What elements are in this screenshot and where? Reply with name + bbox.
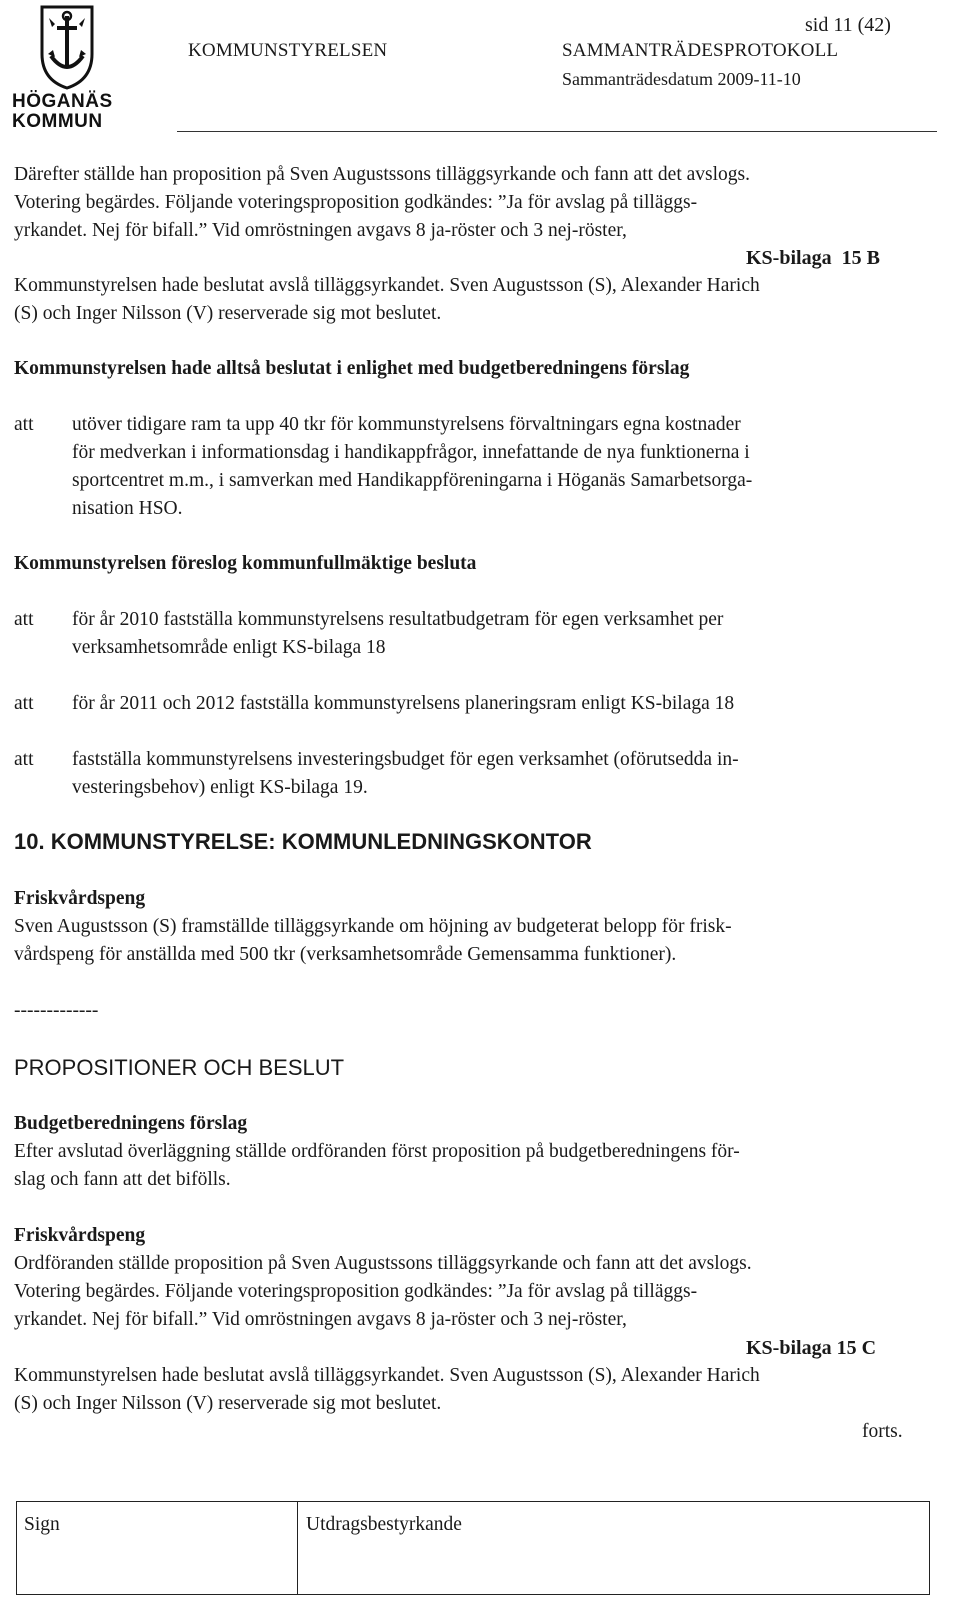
separator: ------------- bbox=[14, 1000, 99, 1021]
footer-divider bbox=[297, 1502, 298, 1594]
text-line: nisation HSO. bbox=[72, 498, 183, 519]
text-line: slag och fann att det bifölls. bbox=[14, 1169, 231, 1190]
text-line: utöver tidigare ram ta upp 40 tkr för kommunstyrelsens förvaltningars egna kostnader bbox=[72, 414, 741, 435]
text-line: fastställa kommunstyrelsens investeringsbudget för egen verksamhet (oförutsedda in- bbox=[72, 749, 739, 770]
propositions-title: PROPOSITIONER OCH BESLUT bbox=[14, 1055, 345, 1080]
committee-name: KOMMUNSTYRELSEN bbox=[188, 40, 388, 61]
header-rule bbox=[177, 131, 937, 132]
text-line: Därefter ställde han proposition på Sven Augustssons tilläggsyrkande och fann att det avslogs. bbox=[14, 164, 750, 185]
text-line: (S) och Inger Nilsson (V) reserverade sig mot beslutet. bbox=[14, 1393, 442, 1414]
text-line: Sven Augustsson (S) framställde tilläggsyrkande om höjning av budgeterat belopp för frisk- bbox=[14, 916, 732, 937]
text-line: Efter avslutad överläggning ställde ordföranden först proposition på budgetberedningens för- bbox=[14, 1141, 740, 1162]
text-line: Kommunstyrelsen hade beslutat avslå tilläggsyrkandet. Sven Augustsson (S), Alexander Harich bbox=[14, 275, 760, 296]
att-clause bbox=[72, 746, 932, 802]
logo-text-kommun: KOMMUN bbox=[12, 111, 103, 132]
text-line: för år 2010 fastställa kommunstyrelsens resultatbudgetram för egen verksamhet per bbox=[72, 609, 724, 630]
extract-certification-label: Utdragsbestyrkande bbox=[306, 1514, 462, 1535]
decision-heading-2: Kommunstyrelsen föreslog kommunfullmäktige besluta bbox=[14, 553, 477, 574]
att-label: att bbox=[14, 749, 34, 770]
text-line: sportcentret m.m., i samverkan med Handikappföreningarna i Höganäs Samarbetsorga- bbox=[72, 470, 753, 491]
decision-heading-1: Kommunstyrelsen hade alltså beslutat i enlighet med budgetberedningens förslag bbox=[14, 358, 690, 379]
text-line: för år 2011 och 2012 fastställa kommunstyrelsens planeringsram enligt KS-bilaga 18 bbox=[72, 693, 735, 714]
subheading-friskvardspeng-2: Friskvårdspeng bbox=[14, 1225, 146, 1246]
sign-label: Sign bbox=[24, 1514, 60, 1535]
municipality-logo bbox=[12, 4, 122, 130]
logo-text-hoganas: HÖGANÄS bbox=[12, 91, 113, 112]
text-line: Votering begärdes. Följande voteringsproposition godkändes: ”Ja för avslag på tilläggs- bbox=[14, 1281, 698, 1302]
paragraph-budget bbox=[14, 1138, 944, 1194]
paragraph-reservation-2 bbox=[14, 1362, 944, 1418]
text-line: Kommunstyrelsen hade beslutat avslå tilläggsyrkandet. Sven Augustsson (S), Alexander Harich bbox=[14, 1365, 760, 1386]
text-line: Ordföranden ställde proposition på Sven Augustssons tilläggsyrkande och fann att det avslogs. bbox=[14, 1253, 752, 1274]
text-line: Votering begärdes. Följande voteringsproposition godkändes: ”Ja för avslag på tilläggs- bbox=[14, 192, 698, 213]
text-line: yrkandet. Nej för bifall.” Vid omröstningen avgavs 8 ja-röster och 3 nej-röster, bbox=[14, 220, 627, 241]
meeting-date: Sammanträdesdatum 2009-11-10 bbox=[562, 69, 801, 89]
text-line: verksamhetsområde enligt KS-bilaga 18 bbox=[72, 637, 386, 658]
document-type: SAMMANTRÄDESPROTOKOLL bbox=[562, 40, 839, 61]
paragraph-vote-1 bbox=[14, 161, 944, 245]
text-line: yrkandet. Nej för bifall.” Vid omröstningen avgavs 8 ja-röster och 3 nej-röster, bbox=[14, 1309, 627, 1330]
section-title: 10. KOMMUNSTYRELSE: KOMMUNLEDNINGSKONTOR bbox=[14, 829, 592, 854]
att-label: att bbox=[14, 609, 34, 630]
att-clause bbox=[72, 606, 932, 662]
subheading-friskvardspeng: Friskvårdspeng bbox=[14, 888, 146, 909]
page-number: sid 11 (42) bbox=[805, 14, 891, 36]
paragraph-reservation-1 bbox=[14, 272, 944, 328]
subheading-budget: Budgetberedningens förslag bbox=[14, 1113, 248, 1134]
text-line: vesteringsbehov) enligt KS-bilaga 19. bbox=[72, 777, 368, 798]
att-label: att bbox=[14, 693, 34, 714]
paragraph-vote-2 bbox=[14, 1250, 944, 1334]
attachment-ref-15c: KS-bilaga 15 C bbox=[746, 1337, 877, 1359]
text-line: för medverkan i informationsdag i handikappfrågor, innefattande de nya funktionerna i bbox=[72, 442, 750, 463]
continued-note: forts. bbox=[862, 1421, 903, 1442]
text-line: (S) och Inger Nilsson (V) reserverade sig mot beslutet. bbox=[14, 303, 442, 324]
paragraph-friskvardspeng bbox=[14, 913, 944, 969]
att-clause bbox=[72, 411, 932, 523]
att-label: att bbox=[14, 414, 34, 435]
attachment-ref-15b: KS-bilaga 15 B bbox=[746, 247, 880, 269]
coat-of-arms-icon bbox=[39, 4, 95, 90]
footer-box bbox=[16, 1501, 930, 1595]
text-line: vårdspeng för anställda med 500 tkr (verksamhetsområde Gemensamma funktioner). bbox=[14, 944, 677, 965]
att-clause bbox=[72, 690, 932, 718]
